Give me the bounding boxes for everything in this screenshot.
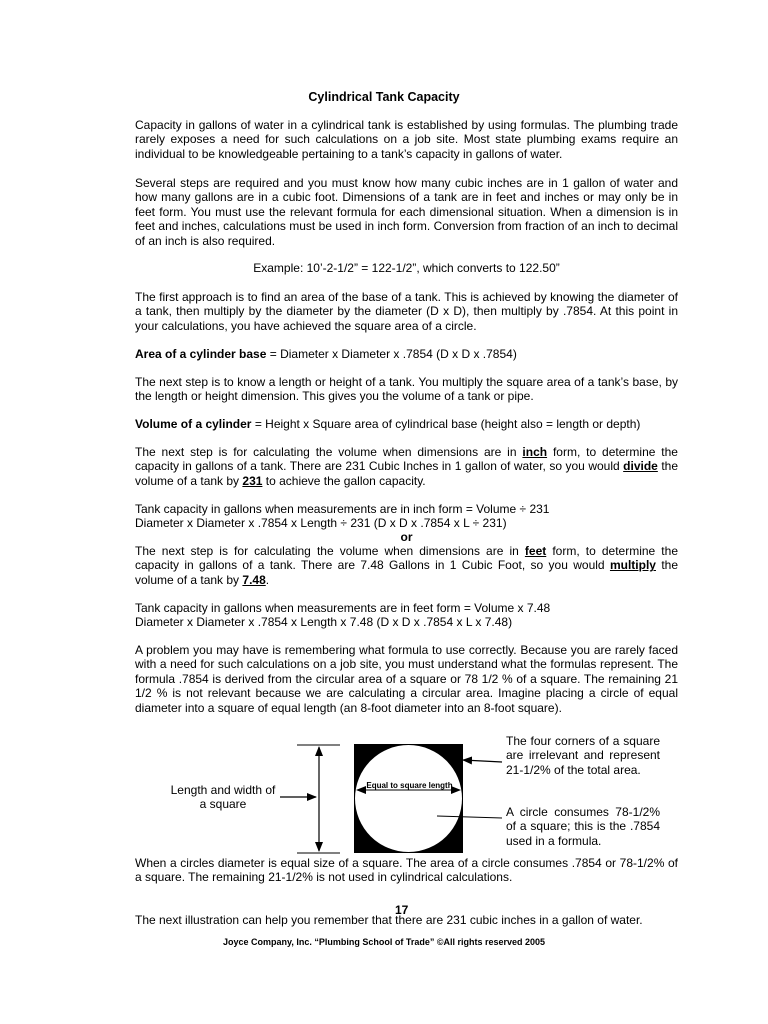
length-width-label: Length and width of a square xyxy=(170,783,276,812)
paragraph-next-illustration: The next illustration can help you remember that there are 231 cubic inches in a gallon of water. xyxy=(135,913,643,927)
p5-text-e: the volume of a tank by xyxy=(135,459,679,488)
volume-formula: = Height x Square area of cylindrical base (height also = length or depth) xyxy=(251,417,641,431)
p6-feet: feet xyxy=(524,544,547,558)
p6-text-a: The next step is for calculating the volume when dimensions are in xyxy=(135,544,525,558)
p6-multiply: multiply xyxy=(609,558,656,573)
page-number: 17 xyxy=(395,903,409,917)
paragraph-intro: Capacity in gallons of water in a cylindrical tank is established by using formulas. The plumbing trade rarely exposes a need for such calculations on a job site. Most state plumbing exams require an individual to be knowledgeable pertaining to a tank’s capacity in gallons of water. xyxy=(135,118,678,161)
p5-231: 231 xyxy=(242,473,263,488)
example-line: Example: 10’-2-1/2” = 122-1/2”, which converts to 122.50” xyxy=(253,261,560,275)
note-corners: The four corners of a square are irrelevant and represent 21-1/2% of the total area. xyxy=(506,734,660,777)
paragraph-steps: Several steps are required and you must know how many cubic inches are in 1 gallon of water and how many gallons are in a cubic foot. Dimensions of a tank are in feet and inches or may only be in feet form. You must use the relevant formula for each dimensional situation. When a dimension is in feet and inches, calculations must be used in inch form. Conversion from fraction of an inch to decimal of an inch is also required. xyxy=(135,176,678,248)
feet-formula-line-1: Tank capacity in gallons when measurements are in feet form = Volume x 7.48 xyxy=(135,601,551,615)
p5-text-c: form, to determine the capacity in gallons of a tank. There are 231 Cubic Inches in 1 gallon of water, so you would xyxy=(135,445,678,474)
area-formula: = Diameter x Diameter x .7854 (D x D x .7854) xyxy=(266,347,517,361)
paragraph-circle-area: When a circles diameter is equal size of a square. The area of a circle consumes .7854 or 78-1/2% of a square. The remaining 21-1/2% is not used in cylindrical calculations. xyxy=(135,856,678,885)
paragraph-problem: A problem you may have is remembering what formula to use correctly. Because you are rarely faced with a need for such calculations on a job site, you must understand what the formulas represent. The formula .7854 is derived from the circular area of a square or 78 1/2 % of a square. The remaining 21 1/2 % is not relevant because we are calculating a circular area. Imagine placing a circle of equal diameter into a square of equal length (an 8-foot diameter into an 8-foot square). xyxy=(135,643,678,715)
paragraph-first-approach: The first approach is to find an area of the base of a tank. This is achieved by knowing the diameter of a tank, then multiply by the diameter by the diameter (D x D), then multiply by .7854. At this point in your calculations, you have achieved the square area of a circle. xyxy=(135,290,678,333)
page-footer: Joyce Company, Inc. “Plumbing School of Trade” ©All rights reserved 2005 xyxy=(222,937,546,947)
square-length-label: Equal to square length xyxy=(366,781,453,790)
note-circle: A circle consumes 78-1/2% of a square; this is the .7854 used in a formula. xyxy=(506,805,660,848)
area-formula-line xyxy=(135,347,678,361)
corner-note-arrow xyxy=(463,760,502,762)
or-separator: or xyxy=(400,530,413,544)
p6-748: 7.48 xyxy=(242,572,266,587)
p6-text-g: . xyxy=(265,572,270,587)
p5-divide: divide xyxy=(623,459,658,474)
paragraph-feet-form xyxy=(135,544,678,587)
p6-text-e: the volume of a tank by xyxy=(135,558,678,587)
paragraph-inch-form xyxy=(135,445,678,488)
volume-formula-line xyxy=(135,417,678,431)
inch-formula-line-2: Diameter x Diameter x .7854 x Length ÷ 231 (D x D x .7854 x L ÷ 231) xyxy=(135,516,507,530)
feet-formula-line-2: Diameter x Diameter x .7854 x Length x 7.48 (D x D x .7854 x L x 7.48) xyxy=(135,615,513,629)
paragraph-length-height: The next step is to know a length or height of a tank. You multiply the square area of a tank’s base, by the length or height dimension. This gives you the volume of a tank or pipe. xyxy=(135,375,678,404)
square-diagram xyxy=(354,744,463,853)
page-title: Cylindrical Tank Capacity xyxy=(308,90,460,104)
p5-text-g: to achieve the gallon capacity. xyxy=(262,473,426,488)
p5-text-a: The next step is for calculating the volume when dimensions are in xyxy=(135,445,523,459)
p6-text-c: form, to determine the capacity in gallons of a tank. There are 7.48 Gallons in 1 Cubic Foot, so you would xyxy=(135,544,678,573)
inch-formula-line-1: Tank capacity in gallons when measurements are in inch form = Volume ÷ 231 xyxy=(135,502,550,516)
inscribed-circle xyxy=(355,745,462,852)
area-label: Area of a cylinder base xyxy=(135,347,267,361)
volume-label: Volume of a cylinder xyxy=(135,417,252,431)
p5-inch: inch xyxy=(522,445,548,459)
